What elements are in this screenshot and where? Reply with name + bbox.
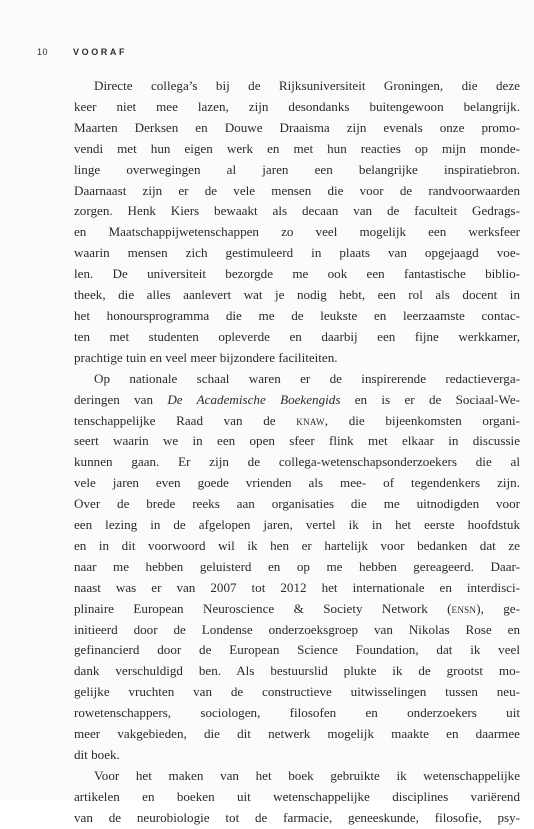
text-line: kunnen gaan. Er zijn de collega-wetenschapsonderzoekers die al: [74, 454, 520, 470]
text-line: Op nationale schaal waren er de inspirerende redactieverga-: [94, 370, 520, 386]
text-line: len. De universiteit bezorgde me ook een fantastische biblio-: [74, 266, 520, 282]
text-line: theek, die alles aanlevert wat je nodig hebt, een rol als docent in: [74, 287, 520, 303]
text-line: en Maatschappijwetenschappen zo veel mogelijk een werksfeer: [74, 224, 520, 240]
text-line: [74, 390, 520, 411]
text-line: zorgen. Henk Kiers bewaakt als decaan van de faculteit Gedrags-: [74, 203, 520, 219]
text-line: ten met studenten opleverde en daarbij een fijne werkkamer,: [74, 328, 520, 344]
page-number: 10: [37, 47, 49, 57]
text-line: keer niet mee lazen, zijn desondanks buitengewoon belangrijk.: [74, 98, 520, 114]
text-line: van de neurobiologie tot de farmacie, geneeskunde, filosofie, psy-: [74, 809, 520, 825]
text-line: Voor het maken van het boek gebruikte ik wetenschappelijke: [94, 767, 520, 783]
text-run: en is er de Sociaal-We-: [340, 391, 520, 407]
text-line: het honoursprogramma die me de leukste en leerzaamste contac-: [74, 307, 520, 323]
paragraph-3: [74, 766, 520, 829]
text-line: Daarnaast zijn er de vele mensen die voor de randvoorwaarden: [74, 182, 520, 198]
text-line: gefinancierd door de European Science Foundation, dat ik veel: [74, 642, 520, 658]
text-run: , die bijeenkomsten organi-: [324, 412, 521, 428]
text-line: meer vakgebieden, die dit netwerk mogelijk maakte en daarmee: [74, 726, 520, 742]
text-line: Maarten Derksen en Douwe Draaisma zijn evenals onze promo-: [74, 119, 520, 135]
text-line: naast was er van 2007 tot 2012 het internationale en interdisci-: [74, 579, 520, 595]
body-text: [74, 76, 520, 829]
text-line: artikelen en boeken uit wetenschappelijke disciplines variërend: [74, 788, 520, 804]
text-line: dank verschuldigd ben. Als bestuurslid plukte ik de grootst mo-: [74, 663, 520, 679]
text-line: Directe collega’s bij de Rijksuniversiteit Groningen, die deze: [94, 78, 520, 93]
text-line: prachtige tuin en veel meer bijzondere faciliteiten.: [74, 349, 338, 365]
text-line: vele jaren even goede vrienden als mee- of tegendenkers zijn.: [74, 475, 520, 491]
text-line: Over de brede reeks aan organisaties die me uitnodigden voor: [74, 496, 520, 512]
text-line: vendi met hun eigen werk en met hun reacties op mijn monde-: [74, 140, 520, 156]
text-line: linge overwegingen al jaren een belangrijke inspiratiebron.: [74, 161, 520, 177]
acronym: knaw: [296, 412, 325, 428]
text-line: seert waarin we in een open sfeer flink met elkaar in discussie: [74, 433, 520, 449]
journal-title: De Academische Boekengids: [167, 391, 341, 407]
text-line: [74, 411, 520, 432]
paragraph-2: [74, 369, 520, 766]
text-line: een lezing in de afgelopen jaren, vertel ik in het eerste hoofdstuk: [74, 517, 520, 533]
text-run: plinaire European Neuroscience & Society Network (: [74, 600, 452, 616]
section-title: VOORAF: [73, 47, 128, 57]
text-run: deringen van: [74, 391, 168, 407]
text-line: en in dit voorwoord wil ik hen er hartelijk voor bedanken dat ze: [74, 537, 520, 553]
paragraph-1: [74, 76, 520, 369]
acronym: ensn: [451, 600, 477, 616]
text-line: waarin mensen zich gestimuleerd in plaats van opgejaagd voe-: [74, 245, 520, 261]
text-line: rowetenschappers, sociologen, filosofen en onderzoekers uit: [74, 705, 520, 721]
text-line: [74, 599, 520, 620]
text-line: gelijke vruchten van de constructieve uitwisselingen tussen neu-: [74, 684, 520, 700]
text-run: ), ge-: [476, 600, 520, 616]
text-line: naar me hebben geluisterd en op me hebben gereageerd. Daar-: [74, 558, 520, 574]
text-run: tenschappelijke Raad van de: [74, 412, 297, 428]
text-line: dit boek.: [74, 747, 120, 762]
running-head: [37, 47, 127, 59]
text-line: initieerd door de Londense onderzoeksgroep van Nikolas Rose en: [74, 621, 520, 637]
